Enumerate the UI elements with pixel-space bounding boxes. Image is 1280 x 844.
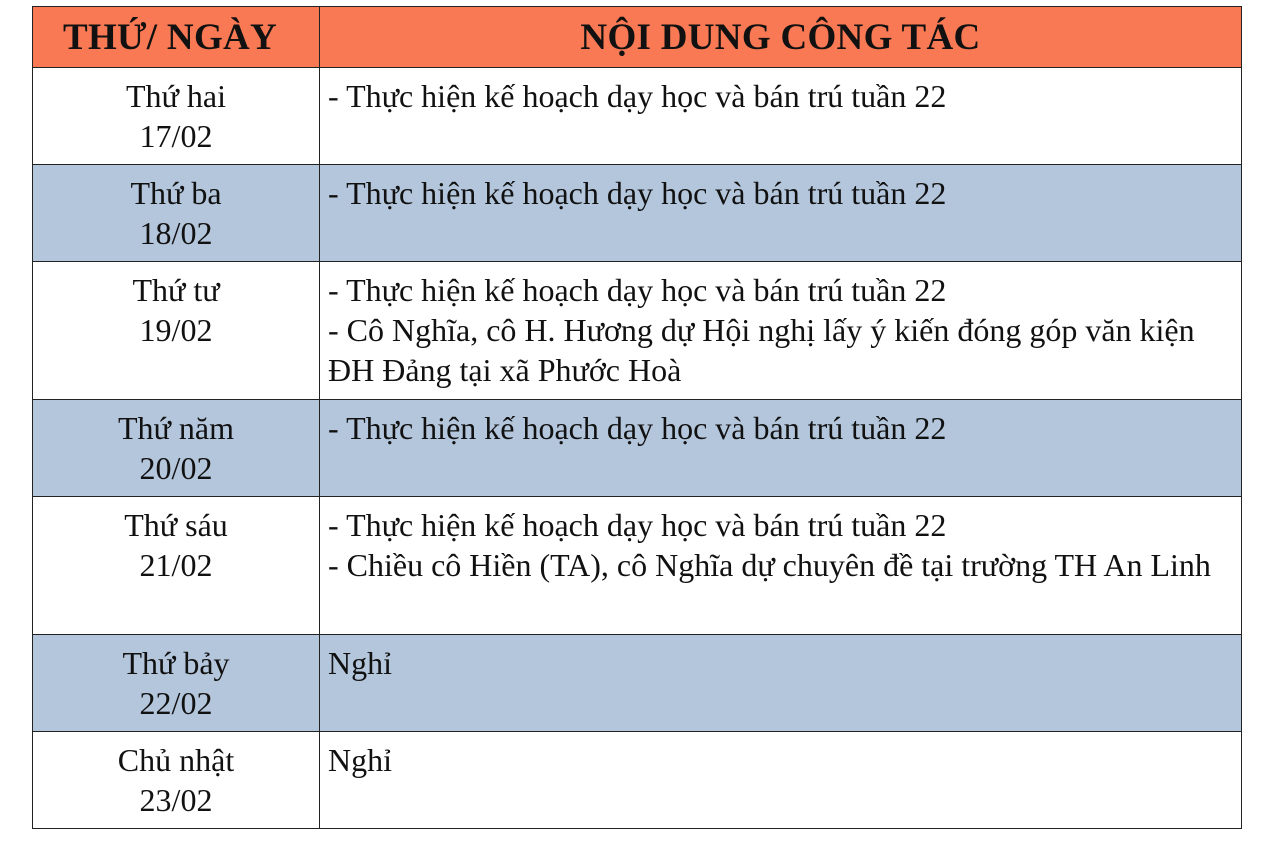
content-cell bbox=[320, 165, 1242, 262]
task-line: - Thực hiện kế hoạch dạy học và bán trú tuần 22 bbox=[328, 78, 947, 114]
task-line: Nghỉ bbox=[328, 742, 392, 778]
weekday-label: Thứ sáu bbox=[124, 507, 228, 543]
work-schedule-table bbox=[32, 6, 1242, 829]
table-row bbox=[33, 262, 1242, 400]
day-cell bbox=[33, 400, 320, 497]
task-line: - Thực hiện kế hoạch dạy học và bán trú tuần 22 bbox=[328, 175, 947, 211]
table-row bbox=[33, 732, 1242, 829]
table-row bbox=[33, 635, 1242, 732]
date-label: 22/02 bbox=[139, 685, 213, 721]
date-label: 18/02 bbox=[139, 215, 213, 251]
date-label: 21/02 bbox=[139, 547, 213, 583]
task-line: - Thực hiện kế hoạch dạy học và bán trú tuần 22 bbox=[328, 272, 947, 308]
table-row bbox=[33, 497, 1242, 635]
content-cell bbox=[320, 400, 1242, 497]
table-row bbox=[33, 165, 1242, 262]
weekday-label: Thứ ba bbox=[130, 175, 222, 211]
task-line: - Thực hiện kế hoạch dạy học và bán trú tuần 22 bbox=[328, 507, 947, 543]
date-label: 19/02 bbox=[139, 312, 213, 348]
date-label: 17/02 bbox=[139, 118, 213, 154]
date-label: 20/02 bbox=[139, 450, 213, 486]
task-line: - Thực hiện kế hoạch dạy học và bán trú tuần 22 bbox=[328, 410, 947, 446]
table-header-row bbox=[33, 7, 1242, 68]
content-cell bbox=[320, 635, 1242, 732]
table-row bbox=[33, 400, 1242, 497]
content-cell bbox=[320, 732, 1242, 829]
date-label: 23/02 bbox=[139, 782, 213, 818]
weekday-label: Thứ hai bbox=[126, 78, 226, 114]
content-cell bbox=[320, 262, 1242, 400]
content-cell bbox=[320, 68, 1242, 165]
task-line: - Cô Nghĩa, cô H. Hương dự Hội nghị lấy ý kiến đóng góp văn kiện ĐH Đảng tại xã Phước Hoà bbox=[328, 312, 1195, 388]
day-cell bbox=[33, 732, 320, 829]
weekday-label: Thứ bảy bbox=[122, 645, 230, 681]
header-content-column: NỘI DUNG CÔNG TÁC bbox=[320, 7, 1242, 68]
day-cell bbox=[33, 165, 320, 262]
weekday-label: Thứ tư bbox=[132, 272, 220, 308]
task-line: - Chiều cô Hiền (TA), cô Nghĩa dự chuyên đề tại trường TH An Linh bbox=[328, 547, 1211, 583]
table-row bbox=[33, 68, 1242, 165]
header-day-column: THỨ/ NGÀY bbox=[33, 7, 320, 68]
day-cell bbox=[33, 68, 320, 165]
content-cell bbox=[320, 497, 1242, 635]
task-line: Nghỉ bbox=[328, 645, 392, 681]
day-cell bbox=[33, 497, 320, 635]
day-cell bbox=[33, 635, 320, 732]
day-cell bbox=[33, 262, 320, 400]
weekday-label: Thứ năm bbox=[118, 410, 234, 446]
weekday-label: Chủ nhật bbox=[117, 742, 235, 778]
